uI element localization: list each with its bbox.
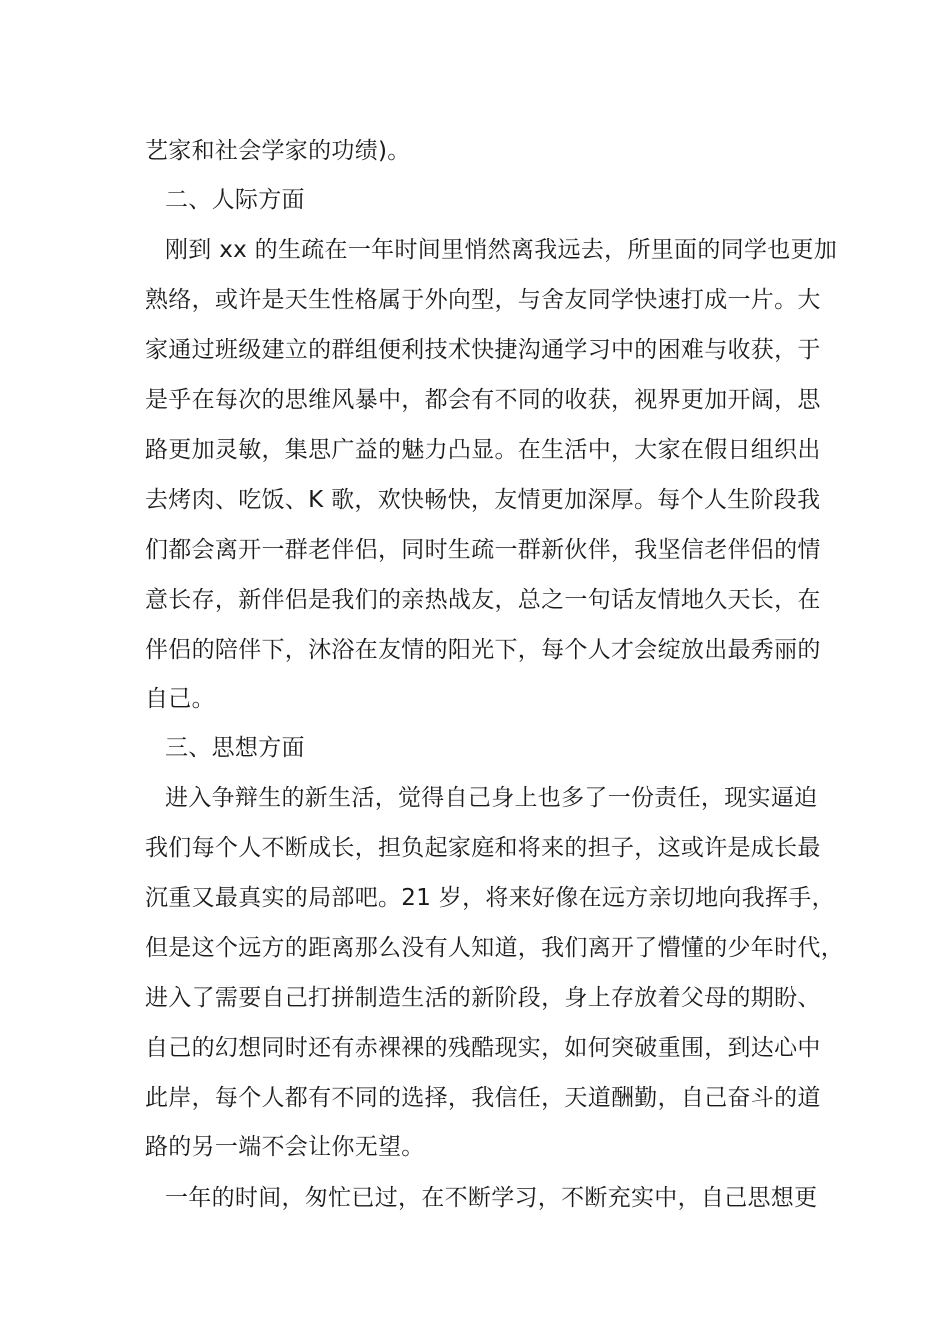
section-heading: 二、人际方面	[165, 187, 305, 213]
paragraph-line: 刚到 xx 的生疏在一年时间里悄然离我远去，所里面的同学也更加	[165, 237, 838, 263]
paragraph-line: 路更加灵敏，集思广益的魅力凸显。在生活中，大家在假日组织出	[145, 437, 821, 463]
paragraph-line: 进入争辩生的新生活，觉得自己身上也多了一份责任，现实逼迫	[165, 785, 818, 811]
paragraph-line: 自己的幻想同时还有赤裸裸的残酷现实，如何突破重围，到达心中	[145, 1035, 821, 1061]
paragraph-line: 们都会离开一群老伴侣，同时生疏一群新伙伴，我坚信老伴侣的情	[145, 537, 821, 563]
paragraph-line: 此岸，每个人都有不同的选择，我信任，天道酬勤，自己奋斗的道	[145, 1085, 821, 1111]
paragraph-line: 进入了需要自己打拼制造生活的新阶段，身上存放着父母的期盼、	[145, 985, 821, 1011]
paragraph-line: 家通过班级建立的群组便利技术快捷沟通学习中的困难与收获，于	[145, 337, 821, 363]
paragraph-line: 去烤肉、吃饭、K 歌，欢快畅快，友情更加深厚。每个人生阶段我	[145, 487, 821, 513]
paragraph-line: 一年的时间，匆忙已过，在不断学习，不断充实中，自己思想更	[165, 1185, 818, 1211]
paragraph-line: 沉重又最真实的局部吧。21 岁，将来好像在远方亲切地向我挥手，	[145, 885, 835, 911]
paragraph-line: 意长存，新伴侣是我们的亲热战友，总之一句话友情地久天长，在	[145, 587, 821, 613]
paragraph-line: 艺家和社会学家的功绩)。	[145, 138, 411, 164]
section-heading: 三、思想方面	[165, 735, 305, 761]
paragraph-line: 是乎在每次的思维风暴中，都会有不同的收获，视界更加开阔，思	[145, 387, 821, 413]
paragraph-line: 熟络，或许是天生性格属于外向型，与舍友同学快速打成一片。大	[145, 287, 821, 313]
paragraph-line: 我们每个人不断成长，担负起家庭和将来的担子，这或许是成长最	[145, 835, 821, 861]
paragraph-line: 伴侣的陪伴下，沐浴在友情的阳光下，每个人才会绽放出最秀丽的	[145, 637, 821, 663]
paragraph-line: 路的另一端不会让你无望。	[145, 1134, 425, 1160]
paragraph-line: 但是这个远方的距离那么没有人知道，我们离开了懵懂的少年时代，	[145, 935, 844, 961]
paragraph-line: 自己。	[145, 686, 215, 712]
